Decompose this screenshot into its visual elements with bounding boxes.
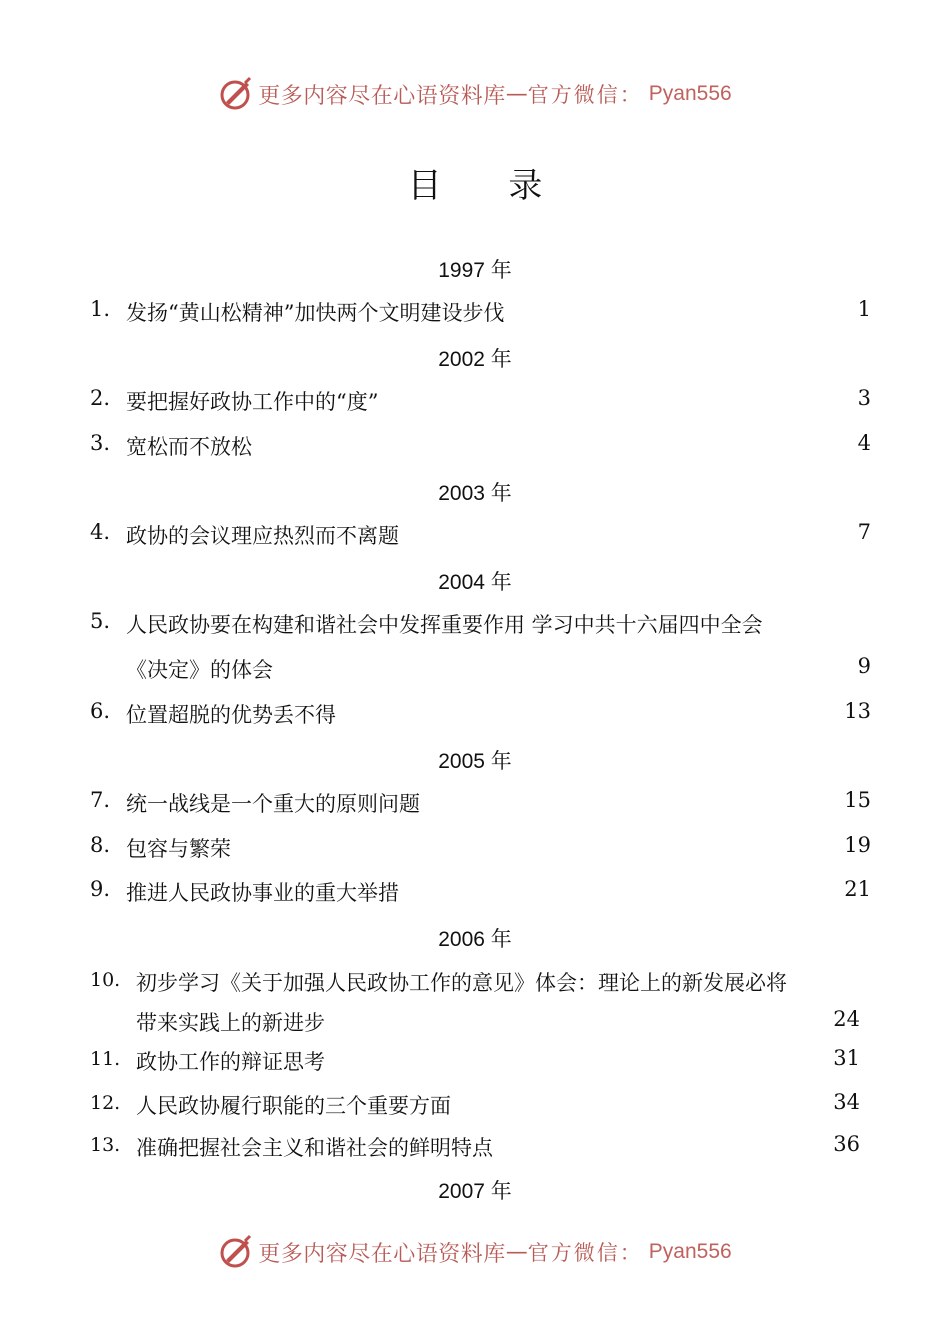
entry-title[interactable]: 准确把握社会主义和谐社会的鲜明特点 bbox=[136, 1136, 493, 1160]
entry-title[interactable]: 位置超脱的优势丢不得 bbox=[126, 703, 336, 727]
year-heading: 2005 年 bbox=[438, 750, 512, 773]
entry-number: 1. bbox=[90, 297, 111, 321]
pen-logo-icon bbox=[218, 1234, 254, 1270]
entry-title[interactable]: 宽松而不放松 bbox=[126, 435, 252, 459]
entry-page: 15 bbox=[844, 788, 871, 812]
entry-title-continued[interactable]: 带来实践上的新进步 bbox=[136, 1011, 325, 1035]
entry-page: 24 bbox=[833, 1007, 860, 1031]
entry-number: 8. bbox=[90, 833, 111, 857]
watermark-separator: — bbox=[505, 81, 528, 107]
entry-number: 11. bbox=[90, 1048, 121, 1070]
entry-number: 10. bbox=[90, 969, 121, 991]
entry-title[interactable]: 统一战线是一个重大的原则问题 bbox=[126, 792, 420, 816]
entry-number: 6. bbox=[90, 699, 111, 723]
entry-number: 3. bbox=[90, 431, 111, 455]
entry-page: 34 bbox=[833, 1090, 860, 1114]
entry-title[interactable]: 要把握好政协工作中的“度” bbox=[126, 390, 379, 414]
year-heading: 2004 年 bbox=[438, 571, 512, 594]
year-heading: 2003 年 bbox=[438, 482, 512, 505]
watermark-text: 更多内容尽在心语资料库 bbox=[258, 83, 506, 109]
year-heading: 2006 年 bbox=[438, 928, 512, 951]
watermark-bottom bbox=[0, 1232, 950, 1272]
entry-page: 21 bbox=[844, 877, 871, 901]
entry-title[interactable]: 人民政协履行职能的三个重要方面 bbox=[136, 1094, 451, 1118]
entry-page: 1 bbox=[857, 297, 871, 321]
entry-number: 9. bbox=[90, 877, 111, 901]
entry-title[interactable]: 发扬“黄山松精神”加快两个文明建设步伐 bbox=[126, 301, 505, 325]
entry-page: 9 bbox=[857, 654, 871, 678]
watermark-text: 更多内容尽在心语资料库 bbox=[258, 1241, 506, 1267]
entry-page: 31 bbox=[833, 1046, 860, 1070]
year-heading: 2007 年 bbox=[438, 1180, 512, 1203]
year-heading: 2002 年 bbox=[438, 348, 512, 371]
watermark-label: 官方微信： bbox=[527, 83, 643, 107]
entry-page: 36 bbox=[833, 1132, 860, 1156]
watermark-top bbox=[0, 74, 950, 114]
entry-number: 7. bbox=[90, 788, 111, 812]
entry-title[interactable]: 初步学习《关于加强人民政协工作的意见》体会：理论上的新发展必将 bbox=[136, 971, 787, 995]
entry-page: 4 bbox=[857, 431, 871, 455]
watermark-separator: — bbox=[505, 1239, 528, 1265]
entry-title[interactable]: 政协工作的辩证思考 bbox=[136, 1050, 325, 1074]
entry-number: 4. bbox=[90, 520, 111, 544]
entry-title[interactable]: 政协的会议理应热烈而不离题 bbox=[126, 524, 399, 548]
entry-page: 19 bbox=[844, 833, 871, 857]
entry-page: 13 bbox=[844, 699, 871, 723]
entry-title[interactable]: 包容与繁荣 bbox=[126, 837, 231, 861]
entry-title-continued[interactable]: 《决定》的体会 bbox=[126, 658, 273, 682]
entry-title[interactable]: 推进人民政协事业的重大举措 bbox=[126, 881, 399, 905]
entry-number: 13. bbox=[90, 1134, 121, 1156]
entry-number: 2. bbox=[90, 386, 111, 410]
watermark-id: Pyan556 bbox=[648, 1240, 732, 1263]
entry-title[interactable]: 人民政协要在构建和谐社会中发挥重要作用 学习中共十六届四中全会 bbox=[126, 613, 763, 637]
watermark-id: Pyan556 bbox=[648, 82, 732, 105]
entry-page: 3 bbox=[857, 386, 871, 410]
pen-logo-icon bbox=[218, 76, 254, 112]
page-title: 目 录 bbox=[407, 166, 571, 206]
entry-page: 7 bbox=[857, 520, 871, 544]
entry-number: 5. bbox=[90, 609, 111, 633]
year-heading: 1997 年 bbox=[438, 259, 512, 282]
watermark-label: 官方微信： bbox=[527, 1241, 643, 1265]
entry-number: 12. bbox=[90, 1092, 121, 1114]
